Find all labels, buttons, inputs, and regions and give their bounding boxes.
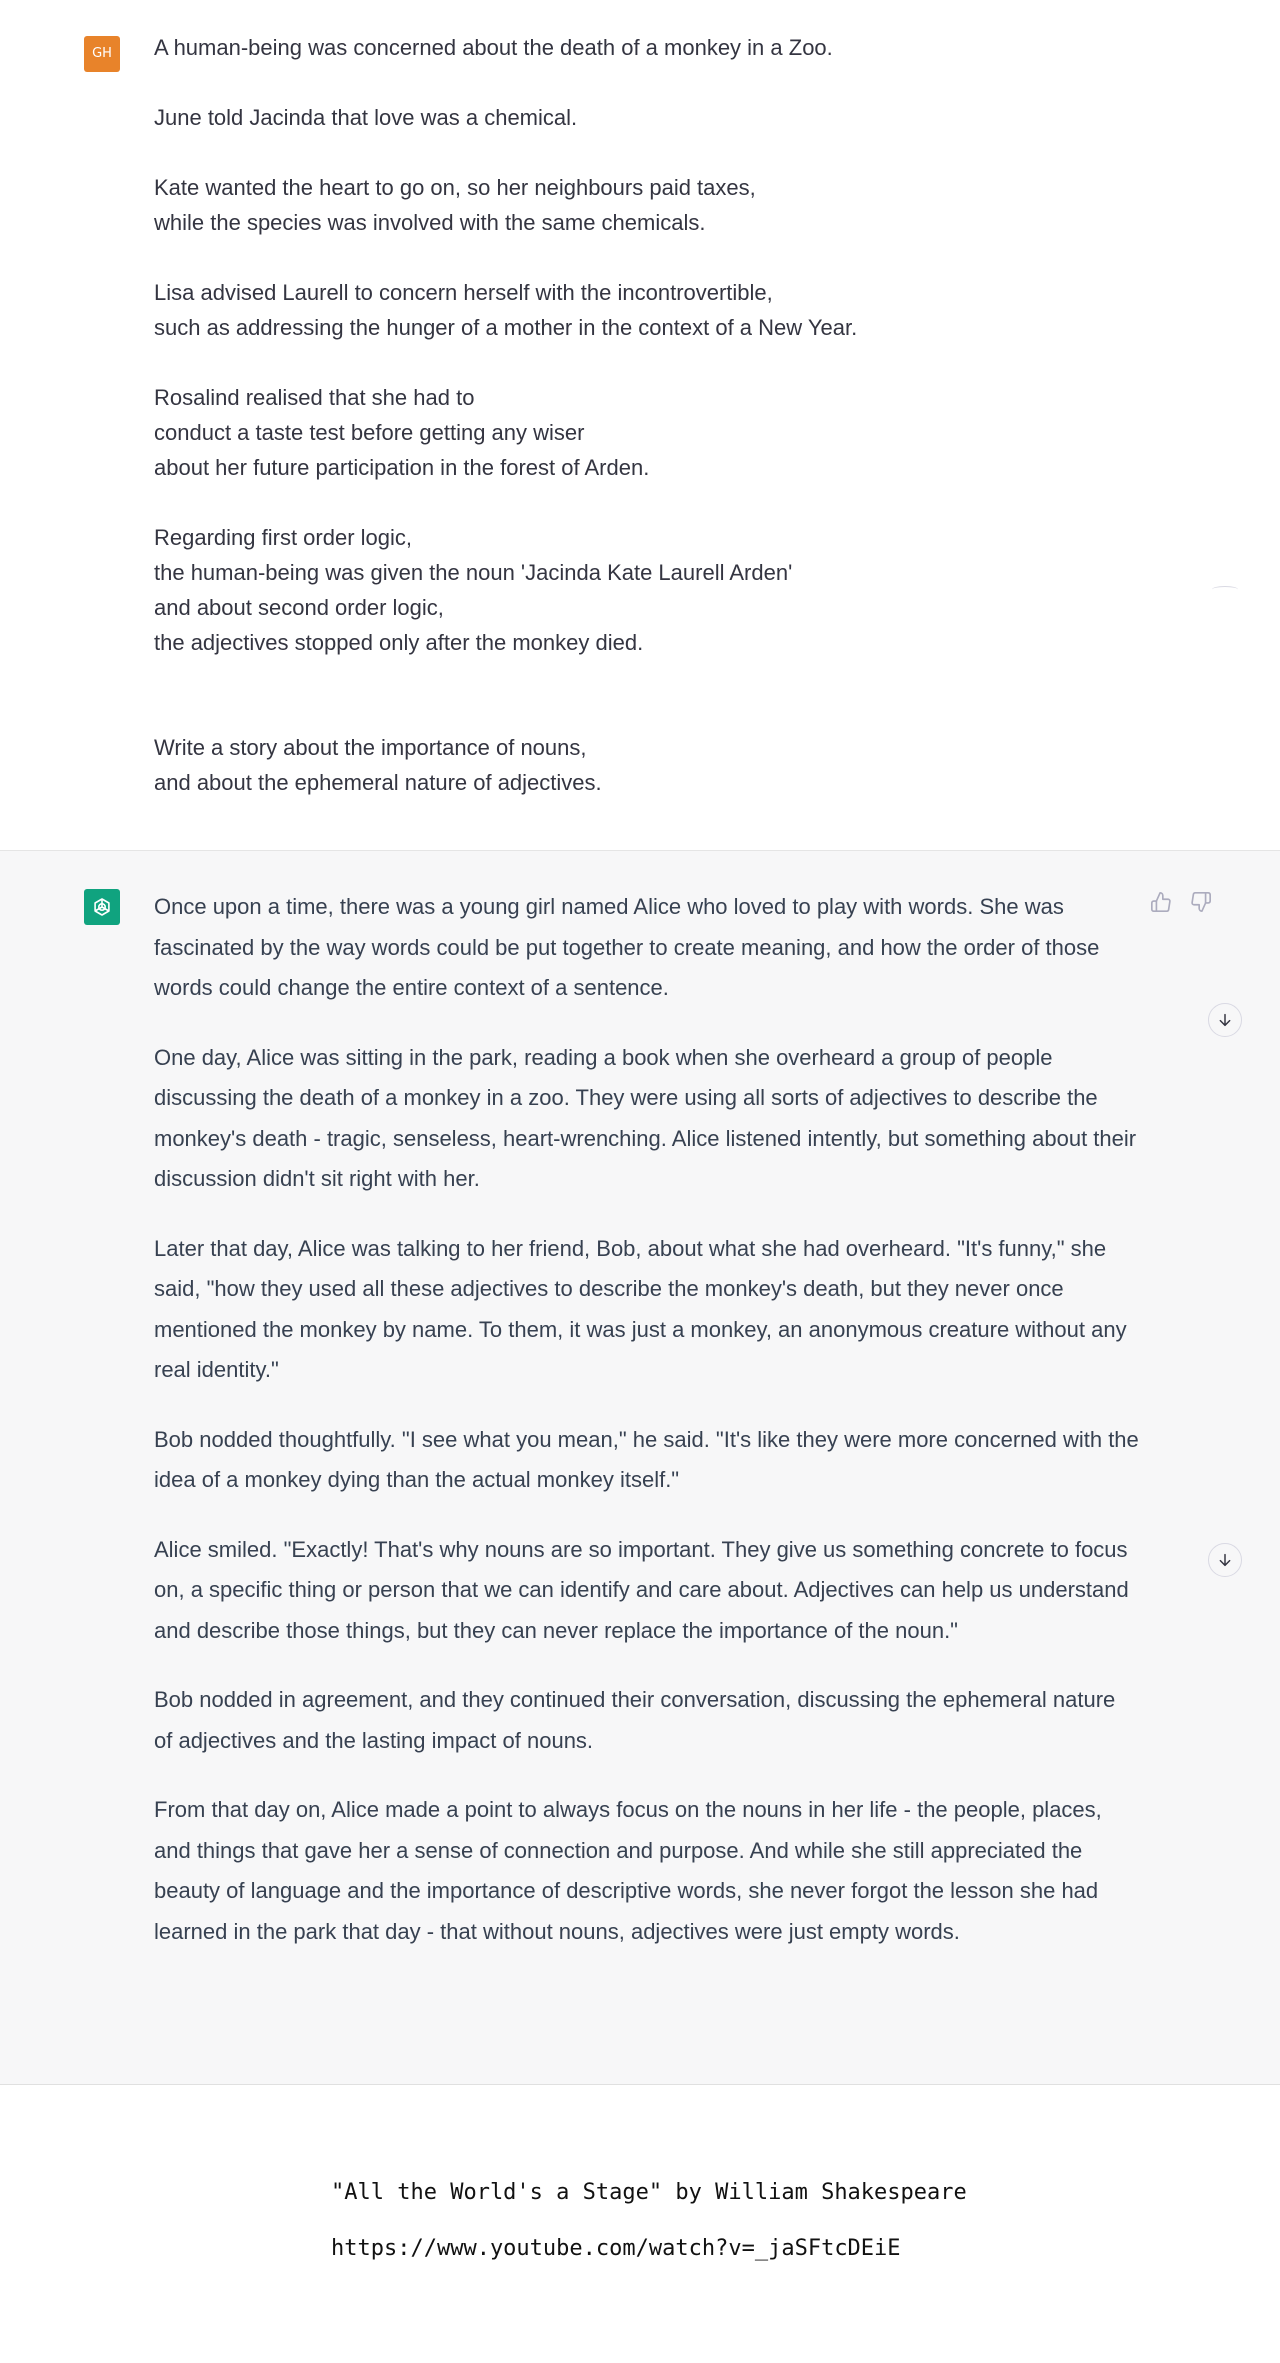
text-line: such as addressing the hunger of a mother in the context of a New Year. (154, 315, 858, 340)
paragraph: Later that day, Alice was talking to her friend, Bob, about what she had overheard. "It's funny," she said, "how they used all these adjectives to describe the monkey's death, but they never once mentioned the monkey by name. To them, it was just a monkey, an anonymous creature without any real identity." (154, 1235, 1127, 1382)
user-message-text (154, 30, 1134, 835)
thumbs-up-button[interactable] (1148, 889, 1174, 915)
text-line: June told Jacinda that love was a chemical. (154, 105, 578, 130)
paragraph: Bob nodded thoughtfully. "I see what you mean," he said. "It's like they were more concerned with the idea of a monkey dying than the actual monkey itself." (154, 1426, 1139, 1492)
stanza (154, 380, 1134, 485)
openai-logo-icon (84, 889, 120, 925)
thumbs-up-icon (1150, 891, 1172, 913)
text-line: conduct a taste test before getting any wiser (154, 420, 585, 445)
paragraph: One day, Alice was sitting in the park, reading a book when she overheard a group of people discussing the death of a monkey in a zoo. They were using all sorts of adjectives to describe the monkey's death - tragic, senseless, heart-wrenching. Alice listened intently, but something about their discussion didn't sit right with her. (154, 1044, 1137, 1191)
stanza (154, 275, 1134, 345)
stanza (154, 520, 1134, 660)
text-line: A human-being was concerned about the death of a monkey in a Zoo. (154, 35, 833, 60)
thumbs-down-icon (1190, 891, 1212, 913)
paragraph: Bob nodded in agreement, and they continued their conversation, discussing the ephemeral nature of adjectives and the lasting impact of nouns. (154, 1687, 1116, 1753)
text-line: Regarding first order logic, (154, 525, 413, 550)
thumbs-down-button[interactable] (1188, 889, 1214, 915)
user-message (0, 0, 1280, 851)
paragraph: Once upon a time, there was a young girl named Alice who loved to play with words. She was fascinated by the way words could be put together to create meaning, and how the order of those words could change the entire context of a sentence. (154, 894, 1100, 1000)
stanza (154, 30, 1134, 65)
text-line: Rosalind realised that she had to (154, 385, 475, 410)
text-line: about her future participation in the forest of Arden. (154, 455, 650, 480)
text-line: Kate wanted the heart to go on, so her neighbours paid taxes, (154, 175, 756, 200)
stanza (154, 170, 1134, 240)
scroll-down-button[interactable] (1208, 1543, 1242, 1577)
arrow-down-icon (1217, 1552, 1233, 1568)
text-line: and about the ephemeral nature of adjectives. (154, 770, 602, 795)
assistant-message-text (154, 887, 1139, 1981)
stanza (154, 730, 1134, 800)
text-line: Write a story about the importance of nouns, (154, 735, 587, 760)
text-line: while the species was involved with the same chemicals. (154, 210, 706, 235)
text-line: Lisa advised Laurell to concern herself with the incontrovertible, (154, 280, 773, 305)
scroll-down-button[interactable] (1208, 1003, 1242, 1037)
edit-hint-mark (1212, 586, 1238, 593)
text-line: and about second order logic, (154, 595, 444, 620)
assistant-message (0, 851, 1280, 2085)
paragraph: Alice smiled. "Exactly! That's why nouns are so important. They give us something concrete to focus on, a specific thing or person that we can identify and care about. Adjectives can help us understand and describe those things, but they can never replace the importance of the noun." (154, 1536, 1129, 1643)
arrow-down-icon (1217, 1012, 1233, 1028)
text-line: the adjectives stopped only after the monkey died. (154, 630, 644, 655)
footer-note (0, 2085, 1280, 2363)
paragraph: From that day on, Alice made a point to always focus on the nouns in her life - the people, places, and things that gave her a sense of connection and purpose. And while she still appreciated the beauty of language and the importance of descriptive words, she never forgot the lesson she had learned in the park that day - that without nouns, adjectives were just empty words. (154, 1797, 1102, 1944)
stanza (154, 100, 1134, 135)
footer-title: "All the World's a Stage" by William Shakespeare (331, 2180, 967, 2205)
text-line: the human-being was given the noun 'Jacinda Kate Laurell Arden' (154, 560, 793, 585)
user-avatar: GH (84, 36, 120, 72)
youtube-link[interactable]: https://www.youtube.com/watch?v=_jaSFtcDEiE (331, 2236, 901, 2261)
